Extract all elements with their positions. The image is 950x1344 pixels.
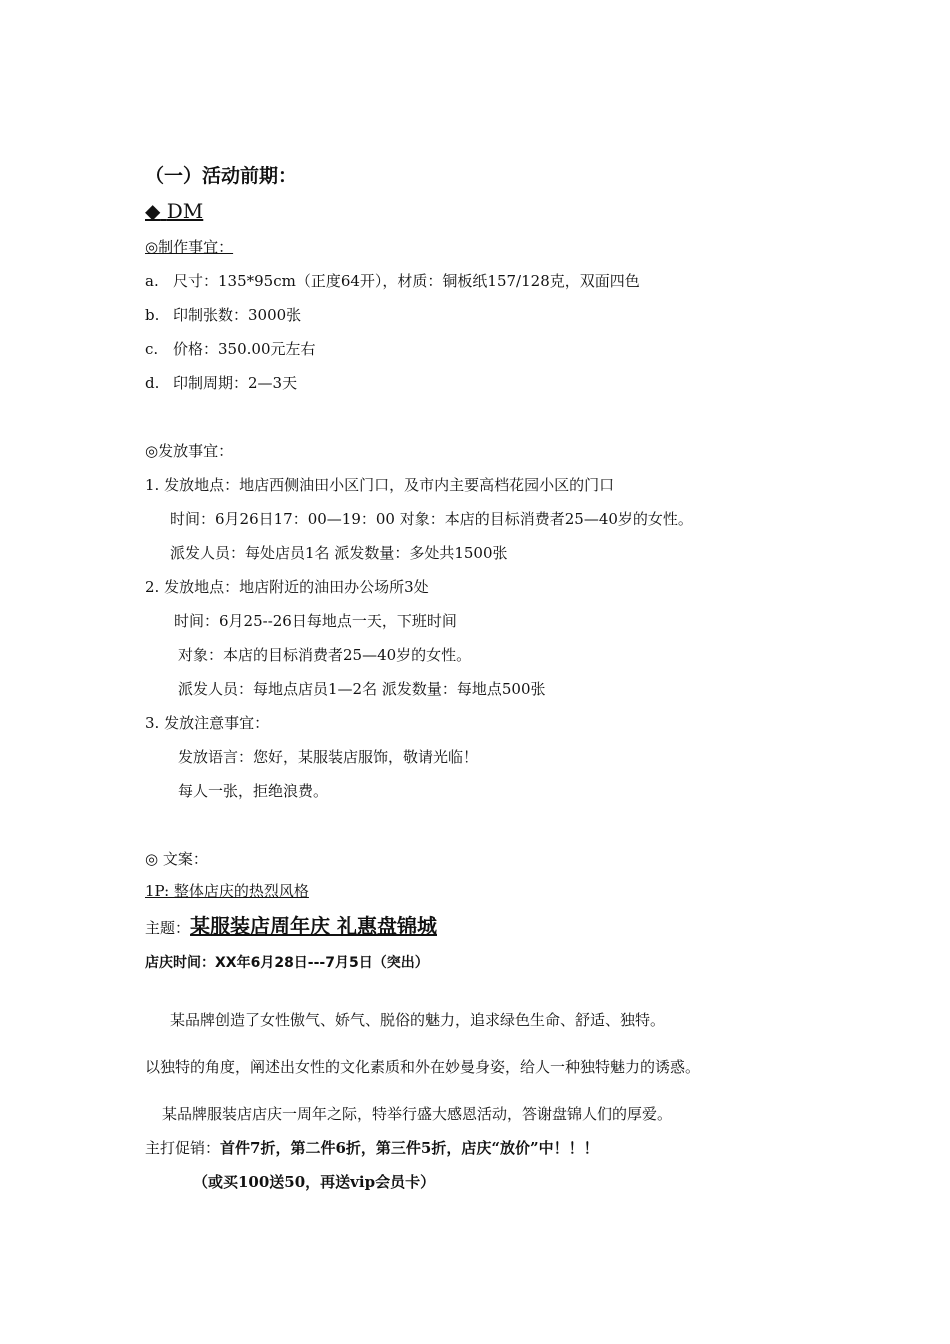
date-line: 店庆时间：XX年6月28日---7月5日（突出） — [145, 955, 429, 971]
production-item — [145, 305, 301, 325]
item-label: c. — [145, 340, 159, 358]
item-text: 尺寸：135*95cm（正度64开），材质：铜板纸157/128克，双面四色 — [173, 272, 640, 290]
distribution-line: 派发人员：每处店员1名 派发数量：多处共1500张 — [170, 544, 508, 562]
distribution-line: 1. 发放地点：地店西侧油田小区门口，及市内主要高档花园小区的门口 — [145, 476, 615, 494]
diamond-icon: ◆ — [145, 199, 161, 223]
theme-label: 主题： — [145, 919, 191, 937]
distribution-line: 发放语言：您好，某服装店服饰，敬请光临！ — [178, 748, 479, 766]
theme-line — [145, 912, 437, 942]
distribution-line: 每人一张，拒绝浪费。 — [178, 782, 329, 800]
distribution-title: ◎发放事宜： — [145, 442, 234, 460]
promo-extra: （或买100送50，再送vip会员卡） — [193, 1173, 436, 1191]
item-text: 价格：350.00元左右 — [173, 340, 316, 358]
item-label: d. — [145, 374, 160, 392]
distribution-line: 2. 发放地点：地店附近的油田办公场所3处 — [145, 578, 429, 596]
copy-subtitle: 1P: 整体店庆的热烈风格 — [145, 882, 309, 900]
copy-paragraph: 某品牌服装店店庆一周年之际，特举行盛大感恩活动，答谢盘锦人们的厚爱。 — [162, 1105, 673, 1123]
item-text: 印制张数：3000张 — [173, 306, 302, 324]
promo-text: 首件7折，第二件6折，第三件5折，店庆“放价”中！！！ — [220, 1139, 599, 1157]
production-item — [145, 373, 297, 393]
section-heading: （一）活动前期： — [145, 165, 298, 187]
theme-title: 某服装店周年庆 礼惠盘锦城 — [190, 914, 437, 938]
distribution-line: 时间：6月25--26日每地点一天，下班时间 — [174, 612, 457, 630]
distribution-line: 时间：6月26日17：00—19：00 对象：本店的目标消费者25—40岁的女性。 — [170, 510, 693, 528]
distribution-line: 派发人员：每地点店员1—2名 派发数量：每地点500张 — [178, 680, 546, 698]
copy-title: ◎ 文案： — [145, 850, 208, 868]
promo-line — [145, 1138, 599, 1158]
item-text: 印制周期：2—3天 — [173, 374, 298, 392]
copy-paragraph: 某品牌创造了女性傲气、娇气、脱俗的魅力，追求绿色生命、舒适、独特。 — [170, 1011, 666, 1029]
copy-paragraph: 以独特的角度，阐述出女性的文化素质和外在妙曼身姿，给人一种独特魅力的诱惑。 — [145, 1058, 701, 1076]
production-item — [145, 271, 640, 291]
dm-heading — [145, 198, 203, 224]
item-label: a. — [145, 272, 159, 290]
promo-label: 主打促销： — [145, 1139, 221, 1157]
production-title: ◎制作事宜： — [145, 238, 234, 256]
production-item — [145, 339, 316, 359]
distribution-line: 3. 发放注意事宜： — [145, 714, 270, 732]
dm-label: DM — [166, 199, 204, 223]
distribution-line: 对象：本店的目标消费者25—40岁的女性。 — [178, 646, 472, 664]
item-label: b. — [145, 306, 160, 324]
